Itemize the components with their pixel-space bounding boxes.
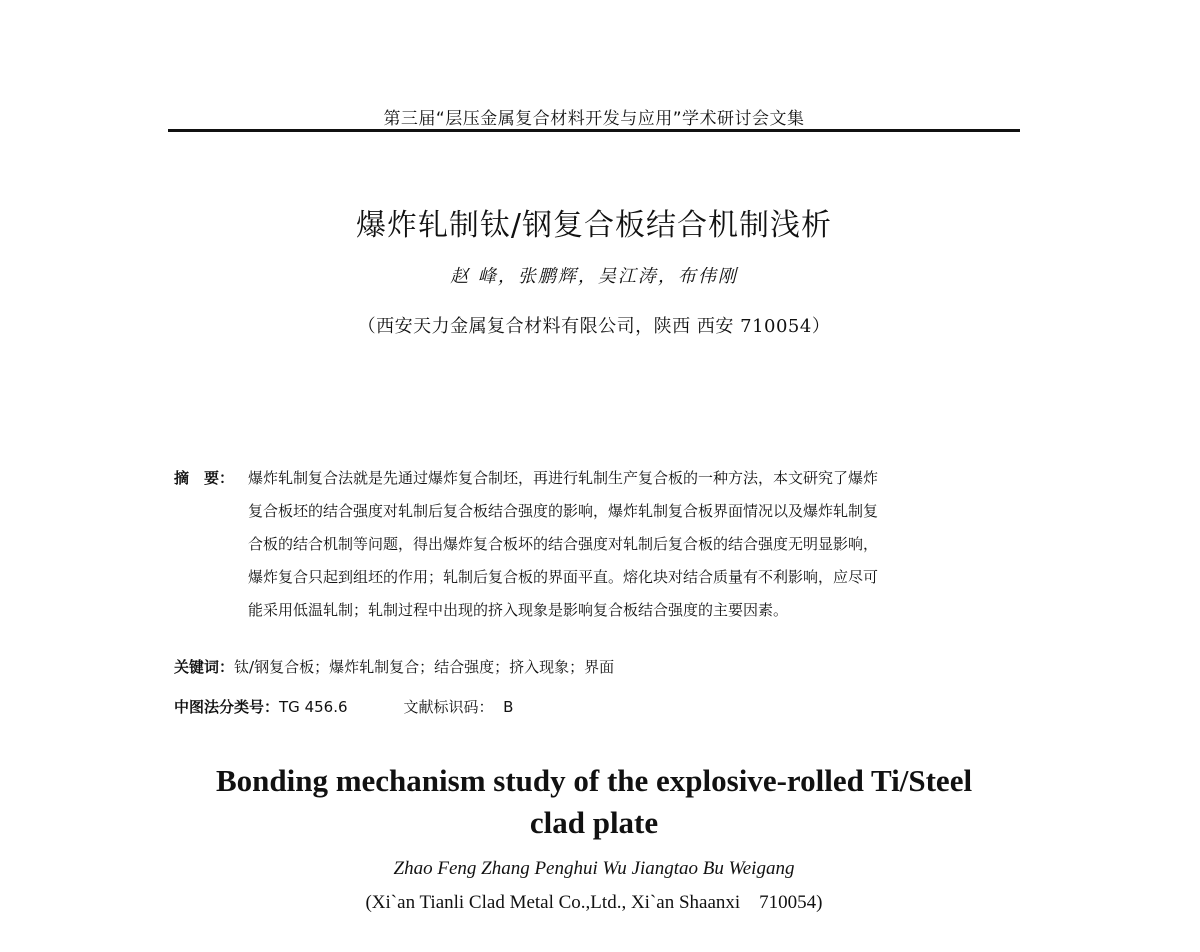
chinese-authors: 赵 峰，张鹏辉，吴江涛，布伟刚 [450,266,738,287]
keywords-value: 钛/钢复合板；爆炸轧制复合；结合强度；挤入现象；界面 [234,658,615,676]
english-affiliation: (Xi`an Tianli Clad Metal Co.,Ltd., Xi`an Shaanxi 710054) [365,892,823,913]
abstract-line: 复合板坯的结合强度对轧制后复合板结合强度的影响，爆炸轧制复合板界面情况以及爆炸轧制复 [248,502,879,520]
header-rule [168,129,1020,132]
keywords-line [174,656,614,677]
abstract-label: 摘 要： [174,469,235,487]
abstract-line: 爆炸轧制复合法就是先通过爆炸复合制坯，再进行轧制生产复合板的一种方法，本文研究了爆炸 [248,469,879,487]
doc-code-label: 文献标识码： [403,698,494,716]
abstract-line: 合板的结合机制等问题，得出爆炸复合板坏的结合强度对轧制后复合板的结合强度无明显影响， [248,535,879,553]
abstract-body [248,462,1034,627]
chinese-affiliation: （西安天力金属复合材料有限公司，陕西 西安 710054） [357,316,831,337]
english-title-line: Bonding mechanism study of the explosive-rolled Ti/Steel [215,763,973,798]
running-header: 第三届“层压金属复合材料开发与应用”学术研讨会文集 [383,109,805,129]
english-authors: Zhao Feng Zhang Penghui Wu Jiangtao Bu Weigang [393,858,795,879]
abstract-line: 能采用低温轧制；轧制过程中出现的挤入现象是影响复合板结合强度的主要因素。 [248,601,789,619]
abstract-line: 爆炸复合只起到组坯的作用；轧制后复合板的界面平直。熔化块对结合质量有不利影响，应尽可 [248,568,879,586]
english-title [168,760,1020,844]
keywords-label: 关键词： [174,658,235,676]
clc-label: 中图法分类号： [174,698,280,716]
classification-line [174,696,513,717]
clc-value: TG 456.6 [279,698,348,716]
doc-code-value: B [503,698,514,716]
english-title-line: clad plate [529,805,659,840]
chinese-abstract [174,462,1034,627]
chinese-title: 爆炸轧制钛/钢复合板结合机制浅析 [355,208,833,243]
